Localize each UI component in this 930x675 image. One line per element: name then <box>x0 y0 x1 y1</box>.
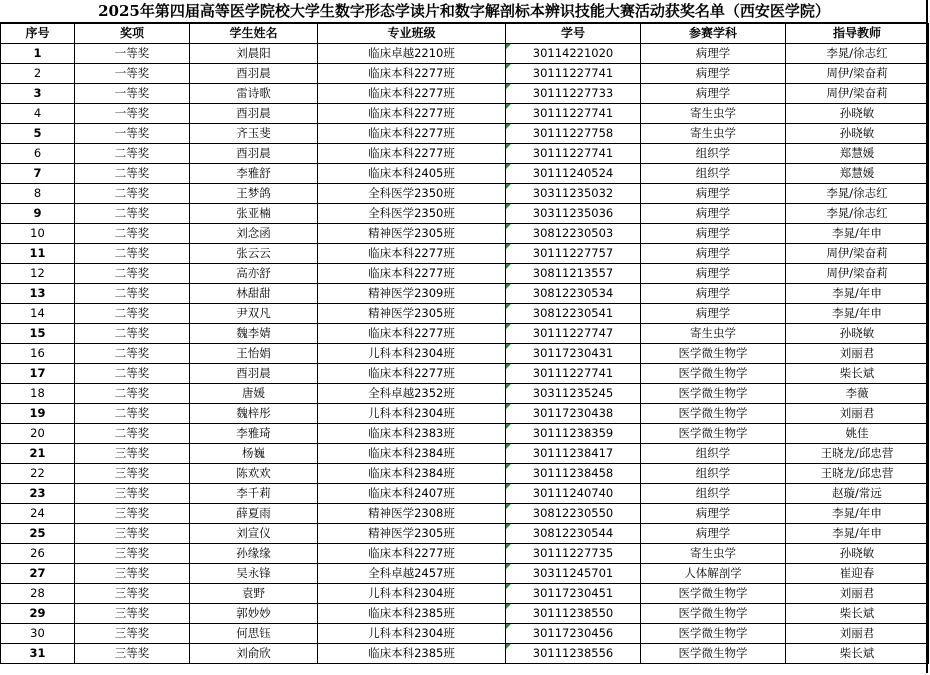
cell-index[interactable]: 4 <box>1 104 75 124</box>
cell-index[interactable]: 5 <box>1 124 75 144</box>
header-award[interactable]: 奖项 <box>75 24 190 44</box>
cell-award[interactable]: 三等奖 <box>75 584 190 604</box>
cell-student-id[interactable]: 30812230503 <box>506 224 641 244</box>
cell-subject[interactable]: 医学微生物学 <box>641 584 786 604</box>
cell-student-name[interactable]: 尹双凡 <box>190 304 318 324</box>
cell-student-id[interactable]: 30111227757 <box>506 244 641 264</box>
cell-class[interactable]: 精神医学2305班 <box>318 224 506 244</box>
cell-instructor[interactable]: 周伊/梁奋莉 <box>786 264 929 284</box>
cell-instructor[interactable]: 李晁/年申 <box>786 284 929 304</box>
cell-subject[interactable]: 病理学 <box>641 204 786 224</box>
cell-class[interactable]: 儿科本科2304班 <box>318 344 506 364</box>
cell-instructor[interactable]: 李晁/年申 <box>786 224 929 244</box>
cell-instructor[interactable]: 柴长斌 <box>786 604 929 624</box>
table-row <box>1 384 929 404</box>
cell-student-id[interactable]: 30111238359 <box>506 424 641 444</box>
cell-student-id[interactable]: 30812230544 <box>506 524 641 544</box>
cell-award[interactable]: 一等奖 <box>75 44 190 64</box>
cell-award[interactable]: 一等奖 <box>75 84 190 104</box>
cell-student-id[interactable]: 30811213557 <box>506 264 641 284</box>
cell-student-name[interactable]: 郭妙妙 <box>190 604 318 624</box>
cell-subject[interactable]: 组织学 <box>641 164 786 184</box>
cell-subject[interactable]: 医学微生物学 <box>641 604 786 624</box>
header-row <box>1 24 929 44</box>
cell-award[interactable]: 三等奖 <box>75 524 190 544</box>
cell-instructor[interactable]: 李晁/年申 <box>786 304 929 324</box>
cell-class[interactable]: 临床本科2384班 <box>318 444 506 464</box>
cell-student-name[interactable]: 袁野 <box>190 584 318 604</box>
cell-class[interactable]: 临床本科2385班 <box>318 644 506 664</box>
cell-subject[interactable]: 病理学 <box>641 224 786 244</box>
table-row <box>1 484 929 504</box>
cell-award[interactable]: 二等奖 <box>75 164 190 184</box>
cell-index[interactable]: 22 <box>1 464 75 484</box>
cell-class[interactable]: 临床本科2277班 <box>318 144 506 164</box>
cell-student-id[interactable]: 30117230438 <box>506 404 641 424</box>
cell-award[interactable]: 二等奖 <box>75 304 190 324</box>
cell-award[interactable]: 二等奖 <box>75 384 190 404</box>
cell-instructor[interactable]: 李薇 <box>786 384 929 404</box>
cell-class[interactable]: 临床本科2277班 <box>318 84 506 104</box>
cell-student-id[interactable]: 30117230451 <box>506 584 641 604</box>
cell-student-id[interactable]: 30111238556 <box>506 644 641 664</box>
cell-index[interactable]: 1 <box>1 44 75 64</box>
cell-index[interactable]: 11 <box>1 244 75 264</box>
table-row <box>1 224 929 244</box>
cell-subject[interactable]: 人体解剖学 <box>641 564 786 584</box>
sheet-title: 2025年第四届高等医学院校大学生数字形态学读片和数字解剖标本辨识技能大赛活动获奖名单（西安医学院） <box>0 0 928 23</box>
cell-award[interactable]: 三等奖 <box>75 544 190 564</box>
cell-instructor[interactable]: 孙晓敏 <box>786 124 929 144</box>
header-student-id[interactable]: 学号 <box>506 24 641 44</box>
table-row <box>1 644 929 664</box>
cell-subject[interactable]: 医学微生物学 <box>641 384 786 404</box>
cell-index[interactable]: 19 <box>1 404 75 424</box>
cell-instructor[interactable]: 李晁/年申 <box>786 504 929 524</box>
cell-index[interactable]: 21 <box>1 444 75 464</box>
cell-student-name[interactable]: 陈欢欢 <box>190 464 318 484</box>
cell-student-id[interactable]: 30111238458 <box>506 464 641 484</box>
cell-index[interactable]: 15 <box>1 324 75 344</box>
cell-award[interactable]: 三等奖 <box>75 444 190 464</box>
cell-award[interactable]: 三等奖 <box>75 564 190 584</box>
cell-subject[interactable]: 病理学 <box>641 84 786 104</box>
cell-student-name[interactable]: 张亚楠 <box>190 204 318 224</box>
cell-subject[interactable]: 医学微生物学 <box>641 344 786 364</box>
cell-subject[interactable]: 医学微生物学 <box>641 644 786 664</box>
cell-index[interactable]: 16 <box>1 344 75 364</box>
table-row <box>1 324 929 344</box>
cell-index[interactable]: 23 <box>1 484 75 504</box>
cell-class[interactable]: 临床本科2277班 <box>318 264 506 284</box>
cell-award[interactable]: 一等奖 <box>75 64 190 84</box>
cell-class[interactable]: 临床本科2405班 <box>318 164 506 184</box>
cell-class[interactable]: 儿科本科2304班 <box>318 584 506 604</box>
cell-class[interactable]: 精神医学2308班 <box>318 504 506 524</box>
cell-student-name[interactable]: 李雅琦 <box>190 424 318 444</box>
cell-index[interactable]: 8 <box>1 184 75 204</box>
cell-index[interactable]: 7 <box>1 164 75 184</box>
cell-student-name[interactable]: 李千莉 <box>190 484 318 504</box>
cell-award[interactable]: 二等奖 <box>75 324 190 344</box>
cell-instructor[interactable]: 柴长斌 <box>786 644 929 664</box>
cell-instructor[interactable]: 李晁/年申 <box>786 524 929 544</box>
cell-student-name[interactable]: 魏李婧 <box>190 324 318 344</box>
table-row <box>1 604 929 624</box>
header-index[interactable]: 序号 <box>1 24 75 44</box>
header-class[interactable]: 专业班级 <box>318 24 506 44</box>
cell-subject[interactable]: 病理学 <box>641 44 786 64</box>
cell-subject[interactable]: 组织学 <box>641 464 786 484</box>
cell-student-id[interactable]: 30812230541 <box>506 304 641 324</box>
cell-instructor[interactable]: 王晓龙/邱忠营 <box>786 464 929 484</box>
cell-subject[interactable]: 病理学 <box>641 244 786 264</box>
cell-award[interactable]: 二等奖 <box>75 364 190 384</box>
cell-subject[interactable]: 病理学 <box>641 524 786 544</box>
cell-instructor[interactable]: 李晁/徐志红 <box>786 44 929 64</box>
table-row <box>1 444 929 464</box>
cell-student-name[interactable]: 李雅舒 <box>190 164 318 184</box>
cell-student-id[interactable]: 30812230550 <box>506 504 641 524</box>
header-student-name[interactable]: 学生姓名 <box>190 24 318 44</box>
cell-award[interactable]: 一等奖 <box>75 104 190 124</box>
cell-class[interactable]: 全科卓越2457班 <box>318 564 506 584</box>
table-row <box>1 624 929 644</box>
cell-student-id[interactable]: 30111227735 <box>506 544 641 564</box>
cell-student-name[interactable]: 薛夏雨 <box>190 504 318 524</box>
cell-instructor[interactable]: 刘丽君 <box>786 624 929 644</box>
cell-award[interactable]: 三等奖 <box>75 604 190 624</box>
cell-subject[interactable]: 寄生虫学 <box>641 104 786 124</box>
cell-student-id[interactable]: 30114221020 <box>506 44 641 64</box>
cell-student-name[interactable]: 酉羽晨 <box>190 104 318 124</box>
cell-student-id[interactable]: 30111227741 <box>506 104 641 124</box>
cell-award[interactable]: 三等奖 <box>75 464 190 484</box>
sheet-right-border <box>926 0 928 673</box>
cell-subject[interactable]: 病理学 <box>641 64 786 84</box>
table-row <box>1 524 929 544</box>
cell-index[interactable]: 27 <box>1 564 75 584</box>
cell-award[interactable]: 三等奖 <box>75 644 190 664</box>
cell-instructor[interactable]: 李晁/徐志红 <box>786 204 929 224</box>
cell-award[interactable]: 三等奖 <box>75 484 190 504</box>
cell-instructor[interactable]: 刘丽君 <box>786 584 929 604</box>
cell-student-name[interactable]: 齐玉斐 <box>190 124 318 144</box>
cell-instructor[interactable]: 刘丽君 <box>786 404 929 424</box>
cell-award[interactable]: 二等奖 <box>75 284 190 304</box>
cell-subject[interactable]: 寄生虫学 <box>641 544 786 564</box>
cell-award[interactable]: 三等奖 <box>75 504 190 524</box>
table-body <box>1 44 929 664</box>
table-row <box>1 404 929 424</box>
cell-student-name[interactable]: 魏梓彤 <box>190 404 318 424</box>
cell-instructor[interactable]: 崔迎春 <box>786 564 929 584</box>
cell-award[interactable]: 二等奖 <box>75 224 190 244</box>
cell-student-name[interactable]: 王怡娟 <box>190 344 318 364</box>
cell-student-id[interactable]: 30111240740 <box>506 484 641 504</box>
cell-subject[interactable]: 组织学 <box>641 144 786 164</box>
cell-instructor[interactable]: 姚佳 <box>786 424 929 444</box>
cell-class[interactable]: 临床本科2277班 <box>318 364 506 384</box>
cell-class[interactable]: 临床本科2385班 <box>318 604 506 624</box>
cell-index[interactable]: 2 <box>1 64 75 84</box>
table-row <box>1 284 929 304</box>
cell-student-name[interactable]: 唐媛 <box>190 384 318 404</box>
cell-award[interactable]: 一等奖 <box>75 124 190 144</box>
cell-index[interactable]: 6 <box>1 144 75 164</box>
cell-instructor[interactable]: 孙晓敏 <box>786 544 929 564</box>
cell-subject[interactable]: 寄生虫学 <box>641 324 786 344</box>
cell-index[interactable]: 14 <box>1 304 75 324</box>
table-row <box>1 184 929 204</box>
cell-student-name[interactable]: 何思钰 <box>190 624 318 644</box>
table-row <box>1 204 929 224</box>
cell-class[interactable]: 全科医学2350班 <box>318 204 506 224</box>
cell-student-name[interactable]: 刘宣仪 <box>190 524 318 544</box>
cell-class[interactable]: 临床卓越2210班 <box>318 44 506 64</box>
cell-class[interactable]: 儿科本科2304班 <box>318 404 506 424</box>
cell-student-name[interactable]: 刘俞欣 <box>190 644 318 664</box>
cell-student-id[interactable]: 30311245701 <box>506 564 641 584</box>
cell-award[interactable]: 二等奖 <box>75 424 190 444</box>
cell-class[interactable]: 临床本科2407班 <box>318 484 506 504</box>
cell-instructor[interactable]: 孙晓敏 <box>786 324 929 344</box>
cell-student-id[interactable]: 30111238417 <box>506 444 641 464</box>
cell-instructor[interactable]: 周伊/梁奋莉 <box>786 84 929 104</box>
cell-index[interactable]: 9 <box>1 204 75 224</box>
cell-index[interactable]: 29 <box>1 604 75 624</box>
table-row <box>1 464 929 484</box>
cell-student-id[interactable]: 30111240524 <box>506 164 641 184</box>
cell-student-id[interactable]: 30111227758 <box>506 124 641 144</box>
cell-class[interactable]: 临床本科2277班 <box>318 64 506 84</box>
cell-award[interactable]: 二等奖 <box>75 184 190 204</box>
cell-student-name[interactable]: 刘念函 <box>190 224 318 244</box>
cell-index[interactable]: 30 <box>1 624 75 644</box>
table-row <box>1 244 929 264</box>
cell-index[interactable]: 24 <box>1 504 75 524</box>
cell-index[interactable]: 3 <box>1 84 75 104</box>
table-row <box>1 164 929 184</box>
cell-instructor[interactable]: 郑慧媛 <box>786 164 929 184</box>
cell-index[interactable]: 25 <box>1 524 75 544</box>
cell-award[interactable]: 二等奖 <box>75 344 190 364</box>
cell-subject[interactable]: 病理学 <box>641 304 786 324</box>
table-row <box>1 424 929 444</box>
table-row <box>1 64 929 84</box>
cell-class[interactable]: 全科医学2350班 <box>318 184 506 204</box>
cell-class[interactable]: 临床本科2383班 <box>318 424 506 444</box>
cell-instructor[interactable]: 周伊/梁奋莉 <box>786 244 929 264</box>
cell-subject[interactable]: 组织学 <box>641 484 786 504</box>
cell-student-id[interactable]: 30311235036 <box>506 204 641 224</box>
cell-student-name[interactable]: 吴永锋 <box>190 564 318 584</box>
cell-index[interactable]: 31 <box>1 644 75 664</box>
cell-index[interactable]: 12 <box>1 264 75 284</box>
table-row <box>1 144 929 164</box>
table-row <box>1 124 929 144</box>
cell-student-id[interactable]: 30111227733 <box>506 84 641 104</box>
cell-student-id[interactable]: 30311235032 <box>506 184 641 204</box>
cell-instructor[interactable]: 周伊/梁奋莉 <box>786 64 929 84</box>
table-row <box>1 564 929 584</box>
cell-class[interactable]: 临床本科2277班 <box>318 244 506 264</box>
cell-class[interactable]: 精神医学2305班 <box>318 304 506 324</box>
cell-subject[interactable]: 病理学 <box>641 284 786 304</box>
cell-index[interactable]: 18 <box>1 384 75 404</box>
cell-instructor[interactable]: 王晓龙/邱忠营 <box>786 444 929 464</box>
cell-student-name[interactable]: 王梦鸽 <box>190 184 318 204</box>
table-row <box>1 364 929 384</box>
cell-index[interactable]: 10 <box>1 224 75 244</box>
cell-index[interactable]: 17 <box>1 364 75 384</box>
cell-index[interactable]: 26 <box>1 544 75 564</box>
cell-class[interactable]: 全科卓越2352班 <box>318 384 506 404</box>
cell-award[interactable]: 二等奖 <box>75 404 190 424</box>
cell-index[interactable]: 13 <box>1 284 75 304</box>
table-row <box>1 584 929 604</box>
cell-instructor[interactable]: 郑慧媛 <box>786 144 929 164</box>
cell-student-id[interactable]: 30117230456 <box>506 624 641 644</box>
cell-student-name[interactable]: 雷诗歌 <box>190 84 318 104</box>
award-table <box>0 23 929 664</box>
header-instructor[interactable]: 指导教师 <box>786 24 929 44</box>
cell-student-id[interactable]: 30117230431 <box>506 344 641 364</box>
cell-award[interactable]: 二等奖 <box>75 144 190 164</box>
cell-subject[interactable]: 组织学 <box>641 444 786 464</box>
cell-subject[interactable]: 医学微生物学 <box>641 424 786 444</box>
cell-student-name[interactable]: 孙缘缘 <box>190 544 318 564</box>
cell-award[interactable]: 三等奖 <box>75 624 190 644</box>
cell-student-name[interactable]: 酉羽晨 <box>190 144 318 164</box>
cell-index[interactable]: 28 <box>1 584 75 604</box>
cell-instructor[interactable]: 刘丽君 <box>786 344 929 364</box>
cell-subject[interactable]: 寄生虫学 <box>641 124 786 144</box>
cell-award[interactable]: 二等奖 <box>75 264 190 284</box>
cell-student-id[interactable]: 30111227741 <box>506 364 641 384</box>
header-subject[interactable]: 参赛学科 <box>641 24 786 44</box>
cell-instructor[interactable]: 赵璇/常远 <box>786 484 929 504</box>
cell-subject[interactable]: 医学微生物学 <box>641 624 786 644</box>
cell-class[interactable]: 精神医学2305班 <box>318 524 506 544</box>
cell-student-id[interactable]: 30111227741 <box>506 64 641 84</box>
cell-student-id[interactable]: 30111227741 <box>506 144 641 164</box>
cell-student-name[interactable]: 酉羽晨 <box>190 364 318 384</box>
table-row <box>1 264 929 284</box>
cell-class[interactable]: 临床本科2277班 <box>318 324 506 344</box>
cell-subject[interactable]: 病理学 <box>641 264 786 284</box>
cell-subject[interactable]: 病理学 <box>641 184 786 204</box>
cell-student-name[interactable]: 张云云 <box>190 244 318 264</box>
cell-class[interactable]: 临床本科2277班 <box>318 124 506 144</box>
cell-instructor[interactable]: 李晁/徐志红 <box>786 184 929 204</box>
table-row <box>1 84 929 104</box>
cell-student-id[interactable]: 30311235245 <box>506 384 641 404</box>
cell-award[interactable]: 二等奖 <box>75 244 190 264</box>
cell-instructor[interactable]: 柴长斌 <box>786 364 929 384</box>
table-row <box>1 44 929 64</box>
table-row <box>1 544 929 564</box>
cell-student-id[interactable]: 30111238550 <box>506 604 641 624</box>
cell-student-name[interactable]: 刘晨阳 <box>190 44 318 64</box>
cell-class[interactable]: 儿科本科2304班 <box>318 624 506 644</box>
table-row <box>1 504 929 524</box>
table-row <box>1 344 929 364</box>
cell-subject[interactable]: 医学微生物学 <box>641 404 786 424</box>
cell-instructor[interactable]: 孙晓敏 <box>786 104 929 124</box>
cell-subject[interactable]: 病理学 <box>641 504 786 524</box>
cell-award[interactable]: 二等奖 <box>75 204 190 224</box>
cell-class[interactable]: 临床本科2277班 <box>318 104 506 124</box>
cell-class[interactable]: 精神医学2309班 <box>318 284 506 304</box>
cell-index[interactable]: 20 <box>1 424 75 444</box>
table-row <box>1 304 929 324</box>
cell-student-name[interactable]: 高亦舒 <box>190 264 318 284</box>
cell-class[interactable]: 临床本科2384班 <box>318 464 506 484</box>
cell-student-name[interactable]: 杨巍 <box>190 444 318 464</box>
cell-subject[interactable]: 医学微生物学 <box>641 364 786 384</box>
cell-student-name[interactable]: 酉羽晨 <box>190 64 318 84</box>
table-row <box>1 104 929 124</box>
cell-student-name[interactable]: 林甜甜 <box>190 284 318 304</box>
cell-student-id[interactable]: 30812230534 <box>506 284 641 304</box>
cell-class[interactable]: 临床本科2277班 <box>318 544 506 564</box>
cell-student-id[interactable]: 30111227747 <box>506 324 641 344</box>
